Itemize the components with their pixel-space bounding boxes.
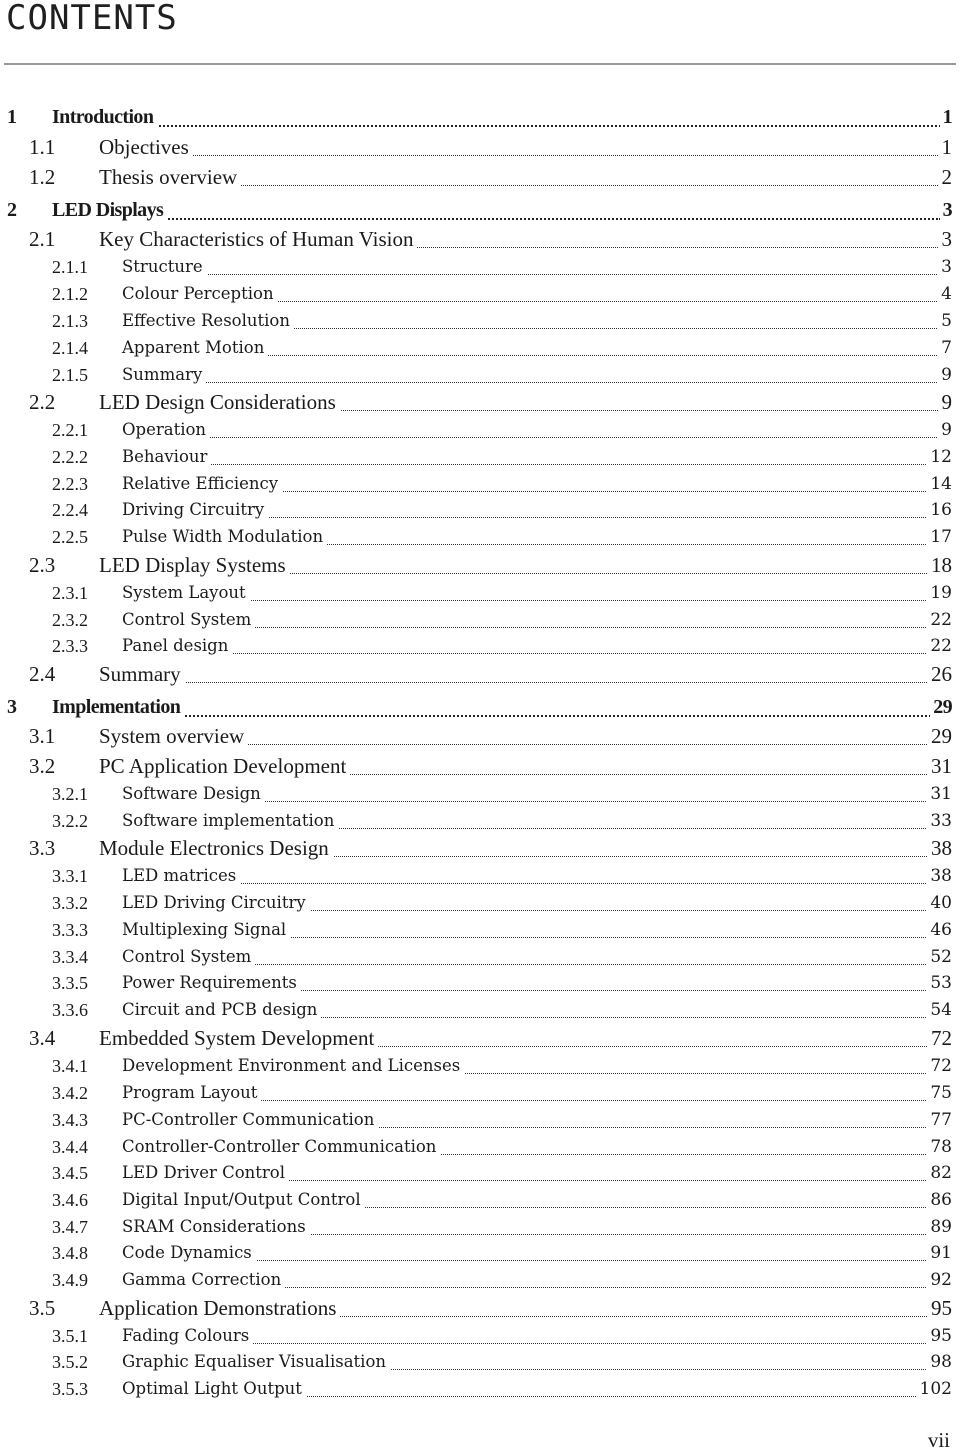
toc-entry-title: Embedded System Development — [99, 1026, 378, 1050]
toc-entry-number: 3.3.3 — [52, 920, 88, 940]
toc-entry[interactable] — [0, 1324, 960, 1348]
toc-entry-title: LED Displays — [52, 198, 167, 222]
toc-entry-title: Fading Colours — [122, 1324, 253, 1348]
dot-leader — [280, 490, 928, 492]
dot-leader — [319, 1016, 928, 1018]
toc-entry-page: 29 — [928, 724, 952, 748]
toc-entry-number: 2.3 — [29, 553, 56, 577]
toc-entry[interactable] — [0, 1377, 960, 1401]
toc-entry-title: Program Layout — [122, 1081, 261, 1105]
toc-entry-page: 92 — [927, 1268, 952, 1292]
toc-entry-page: 98 — [927, 1350, 952, 1374]
toc-entry-title: Multiplexing Signal — [122, 918, 290, 942]
toc-entry[interactable] — [0, 1350, 960, 1374]
toc-entry-page: 1 — [940, 105, 952, 129]
toc-entry[interactable] — [0, 105, 960, 129]
toc-entry-title: Driving Circuitry — [122, 498, 268, 522]
toc-entry-number: 1 — [7, 106, 17, 128]
toc-entry-page: 3 — [938, 255, 952, 279]
toc-entry-page: 82 — [927, 1161, 952, 1185]
dot-leader — [183, 681, 929, 683]
toc-entry-title: Panel design — [122, 634, 232, 658]
toc-entry[interactable] — [0, 165, 960, 189]
toc-entry-number: 3.2.2 — [52, 811, 88, 831]
toc-entry-number: 3.4.9 — [52, 1270, 88, 1290]
toc-entry-page: 102 — [917, 1377, 952, 1401]
toc-entry-title: Graphic Equaliser Visualisation — [122, 1350, 390, 1374]
dot-leader — [266, 354, 939, 356]
dot-leader — [288, 572, 929, 574]
toc-entry-title: Optimal Light Output — [122, 1377, 306, 1401]
dot-leader — [348, 773, 929, 775]
dot-leader — [254, 1259, 928, 1261]
toc-entry-title: Control System — [122, 608, 255, 632]
toc-entry-number: 2.2.1 — [52, 420, 88, 440]
dot-leader — [338, 409, 940, 411]
dot-leader — [283, 1286, 928, 1288]
toc-entry-page: 2 — [939, 165, 953, 189]
toc-entry-number: 2.2 — [29, 390, 56, 414]
toc-entry-page: 7 — [938, 336, 952, 360]
toc-entry[interactable] — [0, 336, 960, 360]
page-title: CONTENTS — [6, 0, 178, 38]
toc-entry[interactable] — [0, 1161, 960, 1185]
dot-leader — [462, 1072, 928, 1074]
dot-leader — [253, 626, 928, 628]
toc-entry-page: 38 — [928, 836, 952, 860]
toc-entry[interactable] — [0, 472, 960, 496]
toc-entry-number: 3.5 — [29, 1296, 56, 1320]
toc-entry-page: 3 — [940, 198, 952, 222]
toc-entry-page: 31 — [928, 754, 952, 778]
dot-leader — [325, 543, 928, 545]
toc-entry-number: 2.1.5 — [52, 365, 88, 385]
toc-entry-title: Development Environment and Licenses — [122, 1054, 464, 1078]
dot-leader — [287, 1179, 928, 1181]
toc-entry-page: 22 — [927, 608, 952, 632]
toc-entry-title: PC-Controller Communication — [122, 1108, 378, 1132]
dot-leader — [304, 1395, 918, 1397]
toc-entry-title: Control System — [122, 945, 255, 969]
dot-leader — [338, 1315, 929, 1317]
toc-entry[interactable] — [0, 390, 960, 414]
toc-entry-page: 16 — [927, 498, 952, 522]
toc-entry-number: 1.1 — [29, 135, 56, 159]
toc-entry-number: 2.2.4 — [52, 500, 88, 520]
toc-entry[interactable] — [0, 754, 960, 778]
toc-entry-page: 31 — [927, 782, 952, 806]
toc-entry-number: 2.2.2 — [52, 447, 88, 467]
toc-entry-title: Circuit and PCB design — [122, 998, 321, 1022]
dot-leader — [248, 599, 928, 601]
toc-entry-title: Structure — [122, 255, 207, 279]
toc-entry[interactable] — [0, 998, 960, 1022]
toc-entry-title: Software implementation — [122, 809, 338, 833]
toc-entry-number: 3.3.5 — [52, 973, 88, 993]
toc-entry[interactable] — [0, 634, 960, 658]
toc-entry[interactable] — [0, 662, 960, 686]
toc-entry-title: Summary — [99, 662, 185, 686]
toc-entry-number: 3.4.4 — [52, 1137, 88, 1157]
toc-entry-title: Digital Input/Output Control — [122, 1188, 365, 1212]
toc-entry-number: 2.3.3 — [52, 636, 88, 656]
toc-entry-page: 9 — [938, 418, 952, 442]
toc-entry[interactable] — [0, 1108, 960, 1132]
toc-entry-page: 19 — [927, 581, 952, 605]
toc-entry-page: 78 — [927, 1135, 952, 1159]
toc-entry-number: 3.4.2 — [52, 1083, 88, 1103]
toc-entry[interactable] — [0, 1215, 960, 1239]
dot-leader — [239, 184, 940, 186]
toc-entry-page: 18 — [928, 553, 952, 577]
dot-leader — [276, 300, 939, 302]
toc-entry-number: 3.3 — [29, 836, 56, 860]
toc-entry-title: LED matrices — [122, 864, 240, 888]
toc-entry-number: 3.4.7 — [52, 1217, 88, 1237]
toc-entry-title: LED Design Considerations — [99, 390, 340, 414]
toc-entry-number: 3.4.5 — [52, 1163, 88, 1183]
toc-entry[interactable] — [0, 1135, 960, 1159]
toc-entry-page: 72 — [928, 1026, 952, 1050]
toc-entry[interactable] — [0, 695, 960, 719]
title-divider — [4, 63, 956, 65]
dot-leader — [191, 154, 940, 156]
dot-leader — [204, 381, 939, 383]
toc-entry-title: PC Application Development — [99, 754, 350, 778]
toc-entry-number: 2.3.2 — [52, 610, 88, 630]
toc-entry[interactable] — [0, 445, 960, 469]
page-number: vii — [927, 1428, 950, 1452]
toc-entry-page: 89 — [927, 1215, 952, 1239]
toc-entry-number: 3.1 — [29, 724, 56, 748]
dot-leader — [230, 652, 928, 654]
toc-entry-page: 86 — [927, 1188, 952, 1212]
toc-entry[interactable] — [0, 1054, 960, 1078]
toc-entry[interactable] — [0, 1296, 960, 1320]
dot-leader — [308, 909, 928, 911]
toc-entry-page: 53 — [927, 971, 952, 995]
dot-leader — [415, 246, 940, 248]
toc-entry[interactable] — [0, 1188, 960, 1212]
dot-leader — [253, 963, 928, 965]
toc-entry-number: 3.4.3 — [52, 1110, 88, 1130]
dot-leader — [376, 1045, 929, 1047]
toc-entry-page: 9 — [938, 363, 952, 387]
toc-entry-page: 40 — [927, 891, 952, 915]
toc-entry-title: Behaviour — [122, 445, 211, 469]
toc-entry-title: Colour Perception — [122, 282, 278, 306]
toc-entry-title: Effective Resolution — [122, 309, 294, 333]
toc-entry-number: 3 — [7, 696, 17, 718]
toc-entry[interactable] — [0, 891, 960, 915]
toc-entry-title: Objectives — [99, 135, 193, 159]
toc-entry-number: 2.2.5 — [52, 527, 88, 547]
toc-entry-page: 29 — [930, 695, 952, 719]
dot-leader — [263, 800, 928, 802]
toc-entry-title: Pulse Width Modulation — [122, 525, 327, 549]
toc-entry-number: 3.2.1 — [52, 784, 88, 804]
toc-entry-title: Module Electronics Design — [99, 836, 333, 860]
toc-entry-title: Controller-Controller Communication — [122, 1135, 440, 1159]
dot-leader — [438, 1153, 928, 1155]
toc-entry-number: 2.1 — [29, 227, 56, 251]
toc-entry-page: 72 — [927, 1054, 952, 1078]
toc-entry-number: 2.3.1 — [52, 583, 88, 603]
toc-entry-title: Relative Efficiency — [122, 472, 282, 496]
toc-entry-title: Code Dynamics — [122, 1241, 256, 1265]
toc-entry-page: 77 — [927, 1108, 952, 1132]
toc-entry-title: Power Requirements — [122, 971, 301, 995]
toc-entry-number: 3.5.1 — [52, 1326, 88, 1346]
toc-entry-title: Operation — [122, 418, 210, 442]
toc-entry[interactable] — [0, 581, 960, 605]
toc-entry-title: Thesis overview — [99, 165, 241, 189]
toc-entry-title: Application Demonstrations — [99, 1296, 340, 1320]
toc-entry-page: 75 — [927, 1081, 952, 1105]
dot-leader — [299, 989, 928, 991]
toc-entry[interactable] — [0, 1026, 960, 1050]
toc-entry-title: Software Design — [122, 782, 265, 806]
toc-entry-number: 3.4.6 — [52, 1190, 88, 1210]
toc-entry[interactable] — [0, 227, 960, 251]
toc-entry[interactable] — [0, 282, 960, 306]
toc-entry-title: System Layout — [122, 581, 250, 605]
toc-entry[interactable] — [0, 864, 960, 888]
toc-entry-page: 22 — [927, 634, 952, 658]
toc-entry[interactable] — [0, 309, 960, 333]
toc-entry-page: 38 — [927, 864, 952, 888]
toc-entry-number: 2.2.3 — [52, 474, 88, 494]
toc-entry[interactable] — [0, 498, 960, 522]
toc-entry-number: 3.3.6 — [52, 1000, 88, 1020]
toc-entry[interactable] — [0, 135, 960, 159]
dot-leader — [336, 827, 928, 829]
dot-leader — [259, 1099, 928, 1101]
toc-entry-page: 33 — [927, 809, 952, 833]
toc-entry-page: 9 — [939, 390, 953, 414]
dot-leader — [388, 1368, 928, 1370]
toc-entry-number: 3.3.2 — [52, 893, 88, 913]
toc-entry-page: 5 — [938, 309, 952, 333]
toc-entry[interactable] — [0, 782, 960, 806]
toc-entry-title: Apparent Motion — [122, 336, 268, 360]
toc-entry[interactable] — [0, 525, 960, 549]
dot-leader — [205, 273, 939, 275]
dot-leader — [363, 1206, 928, 1208]
toc-entry-number: 2.1.2 — [52, 284, 88, 304]
dot-leader — [208, 436, 939, 438]
toc-entry-page: 91 — [927, 1241, 952, 1265]
toc-entry-title: Implementation — [52, 695, 184, 719]
toc-entry-number: 3.2 — [29, 754, 56, 778]
toc-entry-number: 3.4.8 — [52, 1243, 88, 1263]
toc-entry-page: 12 — [927, 445, 952, 469]
dot-leader — [331, 855, 929, 857]
toc-entry[interactable] — [0, 1241, 960, 1265]
toc-entry-title: Summary — [122, 363, 206, 387]
toc-entry-number: 3.4 — [29, 1026, 56, 1050]
dot-leader — [155, 124, 941, 127]
toc-entry[interactable] — [0, 1081, 960, 1105]
dot-leader — [376, 1126, 928, 1128]
toc-entry-page: 14 — [927, 472, 952, 496]
toc-entry-page: 95 — [927, 1324, 952, 1348]
toc-entry-number: 3.3.1 — [52, 866, 88, 886]
toc-entry-number: 3.4.1 — [52, 1056, 88, 1076]
toc-entry[interactable] — [0, 836, 960, 860]
dot-leader — [246, 743, 929, 745]
toc-entry[interactable] — [0, 918, 960, 942]
toc-entry-title: Introduction — [52, 105, 157, 129]
toc-entry[interactable] — [0, 971, 960, 995]
toc-entry-page: 95 — [928, 1296, 952, 1320]
toc-entry-number: 3.5.3 — [52, 1379, 88, 1399]
toc-entry[interactable] — [0, 418, 960, 442]
toc-entry[interactable] — [0, 553, 960, 577]
toc-entry-number: 2.1.4 — [52, 338, 88, 358]
dot-leader — [266, 516, 928, 518]
toc-entry[interactable] — [0, 363, 960, 387]
toc-entry-number: 2.1.1 — [52, 257, 88, 277]
toc-entry-page: 17 — [927, 525, 952, 549]
dot-leader — [292, 327, 939, 329]
toc-entry-title: LED Display Systems — [99, 553, 290, 577]
toc-entry-title: LED Driver Control — [122, 1161, 289, 1185]
dot-leader — [238, 882, 928, 884]
toc-entry-page: 54 — [927, 998, 952, 1022]
toc-entry-title: SRAM Considerations — [122, 1215, 310, 1239]
dot-leader — [209, 463, 928, 465]
toc-entry-number: 1.2 — [29, 165, 56, 189]
toc-entry[interactable] — [0, 1268, 960, 1292]
toc-entry-title: LED Driving Circuitry — [122, 891, 310, 915]
toc-entry[interactable] — [0, 198, 960, 222]
toc-entry-title: System overview — [99, 724, 248, 748]
toc-entry-page: 4 — [938, 282, 952, 306]
toc-entry-number: 3.3.4 — [52, 947, 88, 967]
toc-entry[interactable] — [0, 945, 960, 969]
toc-entry-page: 26 — [928, 662, 952, 686]
toc-entry-page: 1 — [939, 135, 953, 159]
toc-entry-number: 2.4 — [29, 662, 56, 686]
toc-entry-number: 3.5.2 — [52, 1352, 88, 1372]
dot-leader — [288, 936, 928, 938]
toc-entry-title: Key Characteristics of Human Vision — [99, 227, 417, 251]
toc-entry[interactable] — [0, 255, 960, 279]
dot-leader — [251, 1342, 928, 1344]
toc-entry-number: 2 — [7, 199, 17, 221]
toc-entry[interactable] — [0, 809, 960, 833]
toc-entry[interactable] — [0, 608, 960, 632]
toc-entry-page: 46 — [927, 918, 952, 942]
toc-entry-page: 52 — [927, 945, 952, 969]
dot-leader — [182, 714, 931, 717]
toc-entry-title: Gamma Correction — [122, 1268, 285, 1292]
dot-leader — [165, 217, 941, 220]
dot-leader — [308, 1233, 928, 1235]
toc-entry-number: 2.1.3 — [52, 311, 88, 331]
toc-entry[interactable] — [0, 724, 960, 748]
toc-entry-page: 3 — [939, 227, 953, 251]
